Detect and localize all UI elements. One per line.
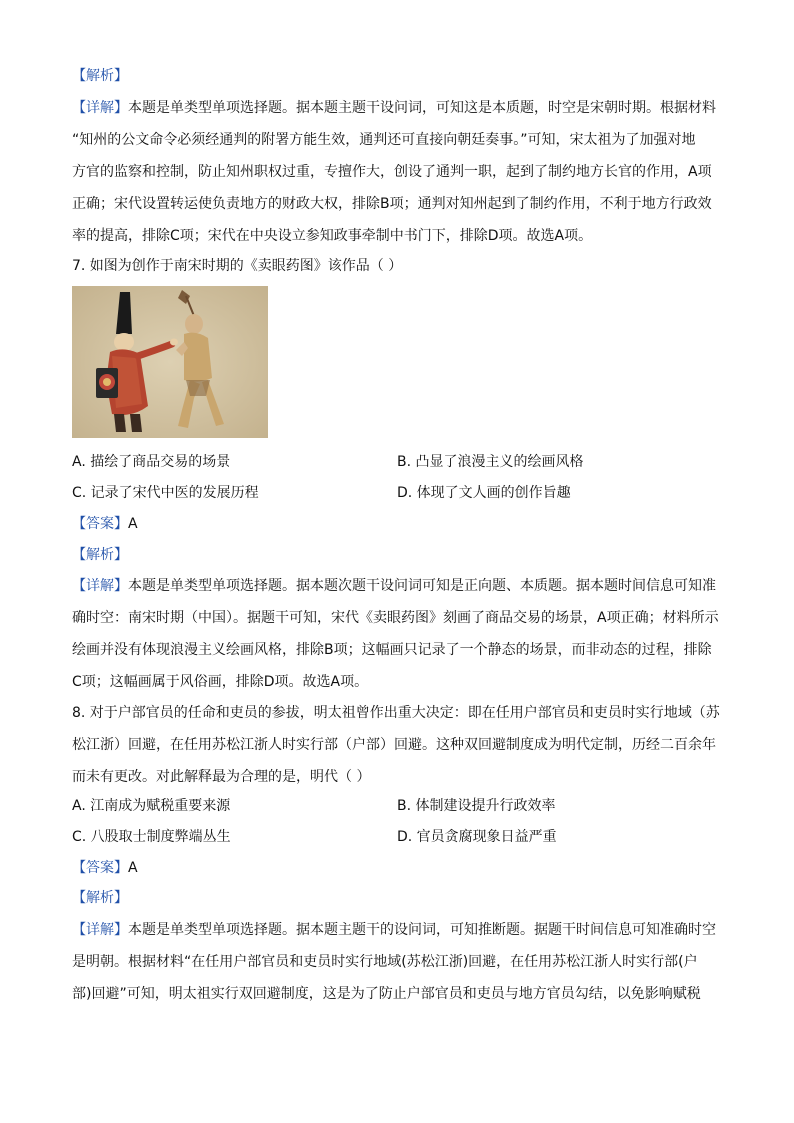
answer-value: A [128,860,138,876]
detail-label: 【详解】 [72,922,128,938]
detail-paragraph-line: “知州的公文命令必须经通判的附署方能生效，通判还可直接向朝廷奏事。”可知，宋太祖为了加强对地 [72,132,696,148]
option-b: B. 凸显了浪漫主义的绘画风格 [397,454,584,470]
detail-paragraph-line: 率的提高，排除C项；宋代在中央设立参知政事牵制中书门下，排除D项。故选A项。 [72,228,593,244]
option-b: B. 体制建设提升行政效率 [397,798,556,814]
detail-paragraph-line: 部)回避”可知，明太祖实行双回避制度，这是为了防止户部官员和吏员与地方官员勾结，以免影响赋税 [72,986,701,1002]
detail-paragraph-line: 绘画并没有体现浪漫主义绘画风格，排除B项；这幅画只记录了一个静态的场景，而非动态的过程，排除 [72,642,712,658]
detail-paragraph-line: 是明朝。根据材料“在任用户部官员和吏员时实行地域(苏松江浙)回避，在任用苏松江浙人时实行部(户 [72,954,698,970]
detail-paragraph-line: 正确；宋代设置转运使负责地方的财政大权，排除B项；通判对知州起到了制约作用，不利于地方行政效 [72,196,712,212]
analysis-heading: 【解析】 [72,547,128,563]
question-8-stem: 8. 对于户部官员的任命和吏员的参拔，明太祖曾作出重大决定：即在任用户部官员和吏员时实行地域（苏 [72,705,720,721]
answer-label: 【答案】 [72,516,128,532]
option-d: D. 官员贪腐现象日益严重 [397,829,557,845]
detail-paragraph-line: 【详解】本题是单类型单项选择题。据本题主题干设问词，可知这是本质题，时空是宋朝时期。根据材料 [72,100,716,116]
answer-line [72,856,722,880]
option-a: A. 江南成为赋税重要来源 [72,798,231,814]
answer-line [72,512,722,536]
question-8-stem: 松江浙）回避，在任用苏松江浙人时实行部（户部）回避。这种双回避制度成为明代定制，历经二百余年 [72,737,716,753]
detail-label: 【详解】 [72,100,128,116]
question-7-stem: 7. 如图为创作于南宋时期的《卖眼药图》该作品（ ） [72,258,403,274]
answer-label: 【答案】 [72,860,128,876]
analysis-heading: 【解析】 [72,68,128,84]
detail-paragraph-line: 【详解】本题是单类型单项选择题。据本题主题干的设问词，可知推断题。据题干时间信息可知准确时空 [72,922,716,938]
detail-label: 【详解】 [72,578,128,594]
option-c: C. 记录了宋代中医的发展历程 [72,485,259,501]
detail-paragraph-line: 确时空：南宋时期（中国）。据题干可知，宋代《卖眼药图》刻画了商品交易的场景，A项正确；材料所示 [72,610,719,626]
painting-image [72,286,268,438]
detail-paragraph-line: 方官的监察和控制，防止知州职权过重，专擅作大，创设了通判一职，起到了制约地方长官的作用，A项 [72,164,712,180]
detail-paragraph-line: C项；这幅画属于风俗画，排除D项。故选A项。 [72,674,369,690]
option-a: A. 描绘了商品交易的场景 [72,454,231,470]
detail-paragraph-line: 【详解】本题是单类型单项选择题。据本题次题干设问词可知是正向题、本质题。据本题时间信息可知准 [72,578,716,594]
option-c: C. 八股取士制度弊端丛生 [72,829,231,845]
answer-value: A [128,516,138,532]
option-d: D. 体现了文人画的创作旨趣 [397,485,571,501]
analysis-heading: 【解析】 [72,890,128,906]
question-8-stem: 而未有更改。对此解释最为合理的是，明代（ ） [72,769,371,785]
